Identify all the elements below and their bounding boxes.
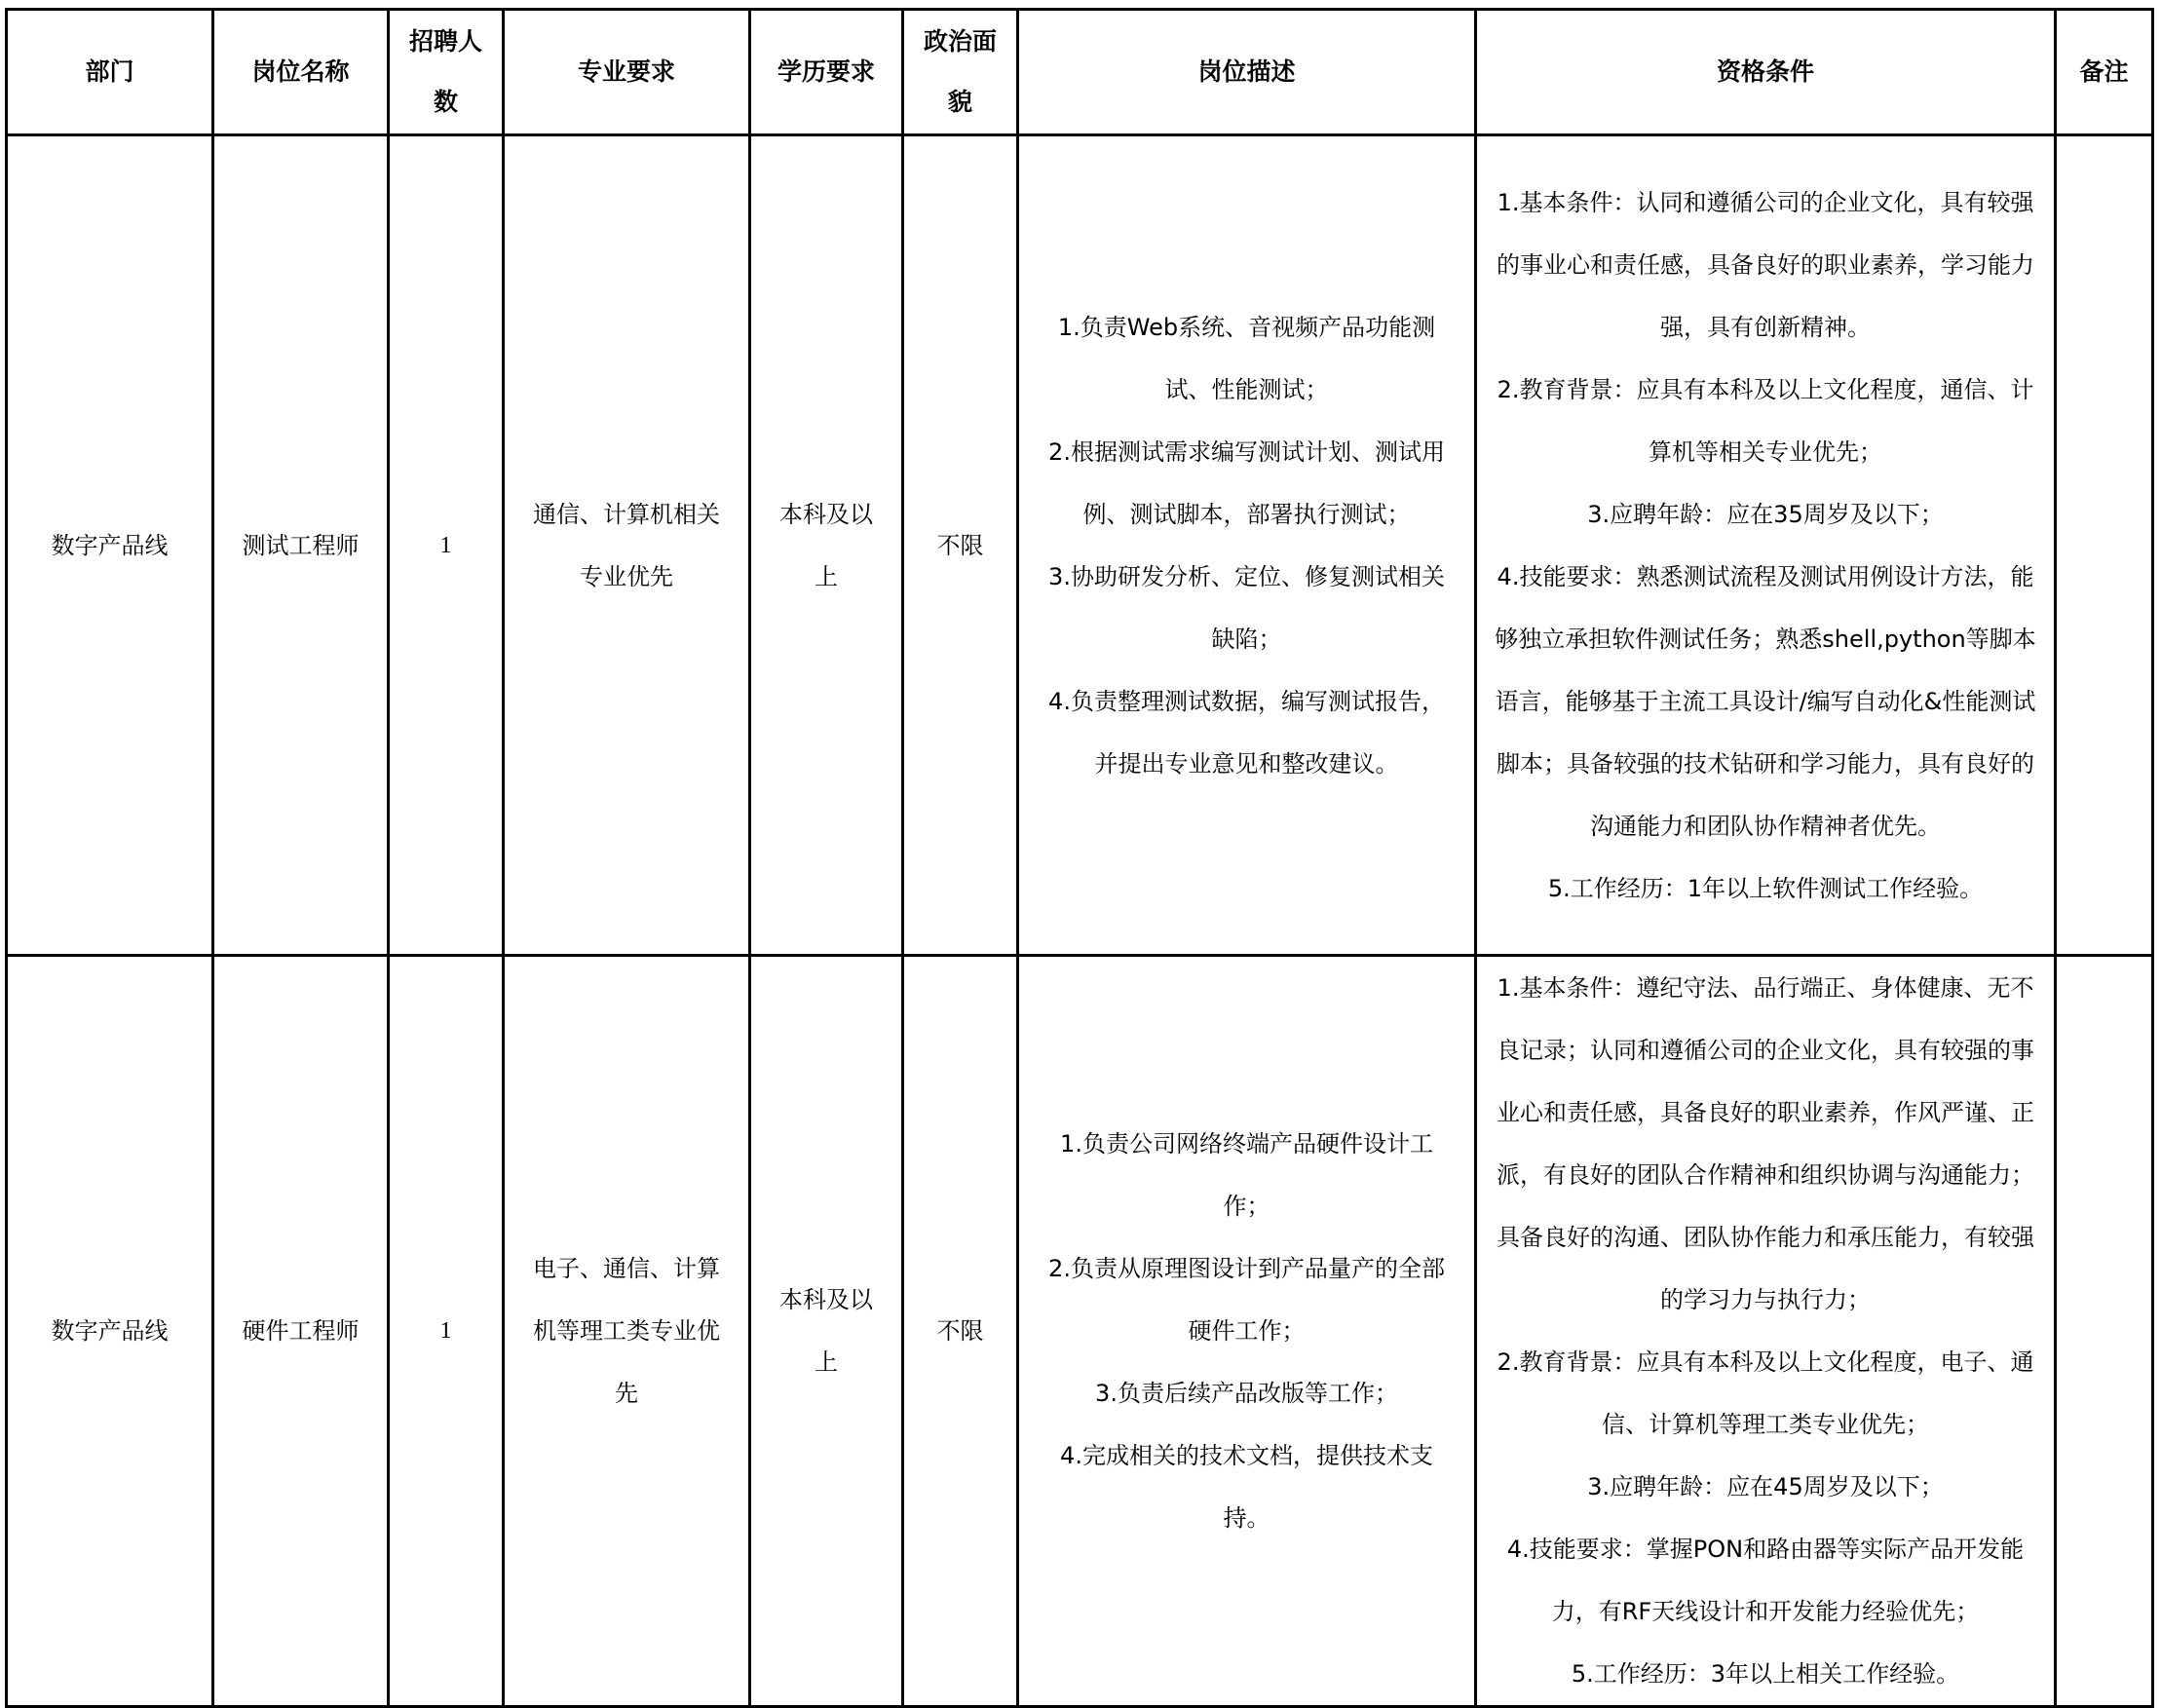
qualification-item: 3.应聘年龄：应在35周岁及以下； bbox=[1587, 500, 1944, 528]
cell-headcount: 1 bbox=[389, 135, 504, 956]
cell-description bbox=[1018, 135, 1476, 956]
qualification-item: 2.教育背景：应具有本科及以上文化程度，通信、计算机等相关专业优先； bbox=[1497, 375, 2034, 466]
cell-position: 硬件工程师 bbox=[213, 956, 389, 1707]
header-headcount bbox=[389, 10, 504, 135]
qualification-item: 1.基本条件：遵纪守法、品行端正、身体健康、无不良记录；认同和遵循公司的企业文化，具有较强的事业心和责任感，具备良好的职业素养，作风严谨、正派，有良好的团队合作精神和组织协调与沟通能力；具备良好的沟通、团队协作能力和承压能力，有较强的学习力与执行力； bbox=[1497, 974, 2034, 1313]
qualification-item: 5.工作经历：3年以上相关工作经验。 bbox=[1571, 1660, 1960, 1688]
description-item: 3.负责后续产品改版等工作； bbox=[1095, 1380, 1398, 1407]
header-political-line1: 政治面 bbox=[923, 27, 997, 56]
header-department: 部门 bbox=[7, 10, 213, 135]
cell-education: 本科及以上 bbox=[750, 135, 903, 956]
description-item: 1.负责Web系统、音视频产品功能测试、性能测试； bbox=[1057, 313, 1436, 403]
qualification-item: 2.教育背景：应具有本科及以上文化程度，电子、通信、计算机等理工类专业优先； bbox=[1497, 1348, 2034, 1438]
description-item: 4.负责整理测试数据，编写测试报告，并提出专业意见和整改建议。 bbox=[1048, 687, 1445, 778]
cell-education: 本科及以上 bbox=[750, 956, 903, 1707]
cell-major: 通信、计算机相关专业优先 bbox=[504, 135, 750, 956]
qualification-item: 4.技能要求：掌握PON和路由器等实际产品开发能力，有RF天线设计和开发能力经验优先； bbox=[1506, 1536, 2025, 1625]
header-qualifications: 资格条件 bbox=[1476, 10, 2056, 135]
header-major: 专业要求 bbox=[504, 10, 750, 135]
header-political-line2: 貌 bbox=[947, 88, 972, 116]
qualification-item: 1.基本条件：认同和遵循公司的企业文化，具有较强的事业心和责任感，具备良好的职业素养，学习能力强，具有创新精神。 bbox=[1497, 188, 2034, 341]
table-row bbox=[7, 956, 2153, 1707]
cell-description bbox=[1018, 956, 1476, 1707]
cell-position: 测试工程师 bbox=[213, 135, 389, 956]
description-item: 3.协助研发分析、定位、修复测试相关缺陷； bbox=[1048, 562, 1445, 653]
header-headcount-line2: 数 bbox=[433, 88, 458, 116]
table-row bbox=[7, 135, 2153, 956]
header-remarks: 备注 bbox=[2056, 10, 2153, 135]
cell-department: 数字产品线 bbox=[7, 135, 213, 956]
header-headcount-line1: 招聘人 bbox=[408, 27, 482, 56]
description-item: 2.负责从原理图设计到产品量产的全部硬件工作； bbox=[1048, 1255, 1445, 1345]
cell-qualifications bbox=[1476, 135, 2056, 956]
description-item: 2.根据测试需求编写测试计划、测试用例、测试脚本，部署执行测试； bbox=[1048, 437, 1445, 528]
cell-headcount: 1 bbox=[389, 956, 504, 1707]
cell-department: 数字产品线 bbox=[7, 956, 213, 1707]
cell-qualifications bbox=[1476, 956, 2056, 1707]
description-item: 1.负责公司网络终端产品硬件设计工作； bbox=[1060, 1130, 1433, 1220]
description-item: 4.完成相关的技术文档，提供技术支持。 bbox=[1060, 1442, 1433, 1532]
cell-remarks bbox=[2056, 956, 2153, 1707]
header-position: 岗位名称 bbox=[213, 10, 389, 135]
qualification-item: 5.工作经历：1年以上软件测试工作经验。 bbox=[1547, 874, 1984, 902]
cell-political: 不限 bbox=[903, 956, 1018, 1707]
header-political bbox=[903, 10, 1018, 135]
header-description: 岗位描述 bbox=[1018, 10, 1476, 135]
header-row bbox=[7, 10, 2153, 135]
cell-political: 不限 bbox=[903, 135, 1018, 956]
cell-major: 电子、通信、计算机等理工类专业优先 bbox=[504, 956, 750, 1707]
recruitment-table bbox=[5, 8, 2154, 1708]
qualification-item: 3.应聘年龄：应在45周岁及以下； bbox=[1587, 1473, 1944, 1500]
cell-remarks bbox=[2056, 135, 2153, 956]
header-education: 学历要求 bbox=[750, 10, 903, 135]
qualification-item: 4.技能要求：熟悉测试流程及测试用例设计方法，能够独立承担软件测试任务；熟悉shell,python等脚本语言，能够基于主流工具设计/编写自动化&性能测试脚本；具备较强的技术钻研和学习能力，具有良好的沟通能力和团队协作精神者优先。 bbox=[1495, 562, 2036, 840]
